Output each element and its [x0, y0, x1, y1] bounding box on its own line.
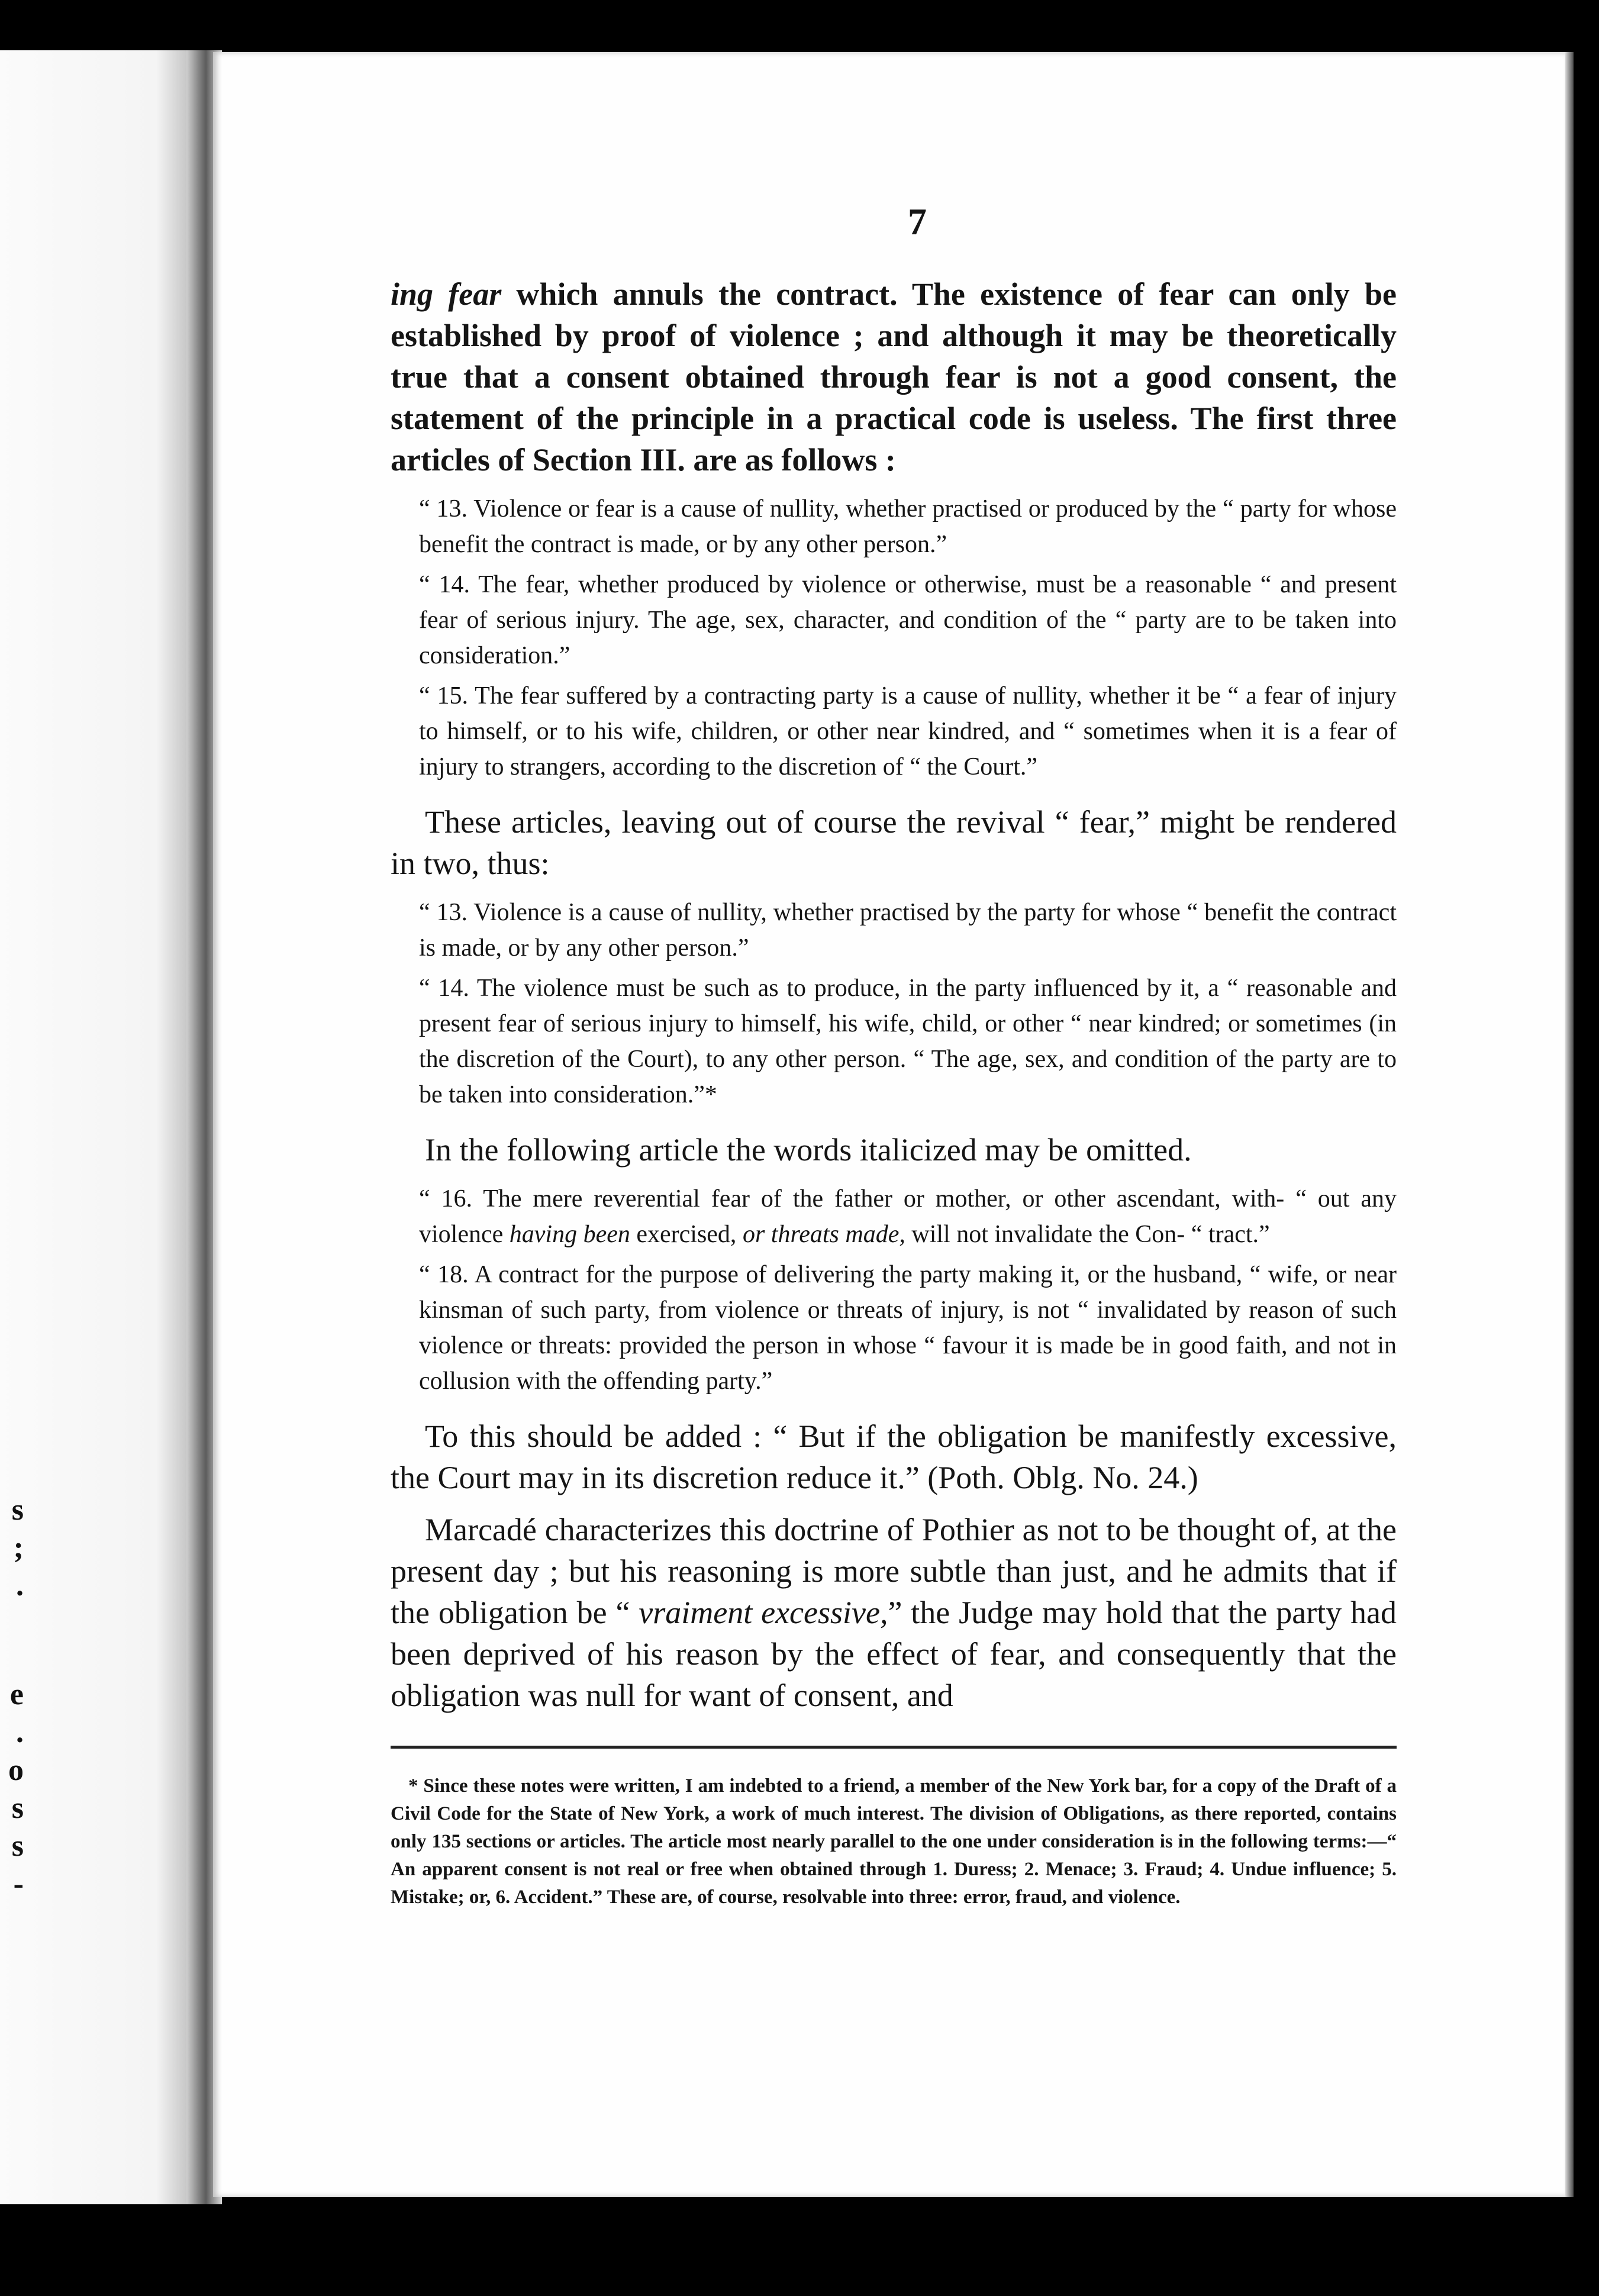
quoted-articles	[391, 1181, 1397, 1399]
page	[213, 52, 1565, 2197]
quoted-article: “ 13. Violence is a cause of nullity, whether practised by the party for whose “ benefit the contract is made, or by any other person.”	[419, 899, 1397, 962]
body-paragraph: These articles, leaving out of course the revival “ fear,” might be rendered in two, thus:	[391, 804, 1397, 881]
body-paragraph: To this should be added : “ But if the obligation be manifestly excessive, the Court may in its discretion reduce it.” (Poth. Oblg. No. 24.)	[391, 1418, 1397, 1495]
quoted-article: “ 14. The violence must be such as to produce, in the party influenced by it, a “ reasonable and present fear of serious injury to himself, his wife, child, or other “ near kindred; or sometimes (in the discretion of the Court), to any other person. “ The age, sex, and condition of the party are to be taken into consideration.”*	[419, 975, 1397, 1108]
footnote: * Since these notes were written, I am indebted to a friend, a member of the New York bar, for a copy of the Draft of a Civil Code for the State of New York, a work of much interest. The division of Obligations, as there reported, contains only 135 sections or articles. The article most nearly parallel to the one under consideration is in the following terms:—“ An apparent consent is not real or free when obtained through 1. Duress; 2. Menace; 3. Fraud; 4. Undue influence; 5. Mistake; or, 6. Accident.” These are, of course, resolvable into three: error, fraud, and violence.	[391, 1775, 1397, 1908]
footnote-divider	[391, 1746, 1397, 1749]
paragraph-text: which annuls the contract. The existence of fear can only be established by proof of violence ; and although it may be theoretically true that a consent obtained through fear is not a good consent, the statement of the principle in a practical code is useless. The first three articles of Section III. are as follows :	[391, 276, 1397, 478]
body-paragraph	[391, 1509, 1397, 1716]
italic-text: vraiment excessive,	[639, 1595, 888, 1630]
fragment: -	[13, 1867, 24, 1901]
quoted-article: “ 18. A contract for the purpose of delivering the party making it, or the husband, “ wife, or near kinsman of such party, from violence or threats of injury, is not “ invalidated by reason of such violence or threats: provided the person in whose “ favour it is made be in good faith, and not in collusion with the offending party.”	[419, 1261, 1397, 1395]
fragment: s	[11, 1829, 24, 1863]
previous-page-text-fragments	[0, 1491, 24, 1903]
italic-text: having been	[509, 1221, 630, 1248]
quote-text: exercised,	[630, 1221, 743, 1248]
quoted-article: “ 15. The fear suffered by a contracting party is a cause of nullity, whether it be “ a fear of injury to himself, or to his wife, children, or other near kindred, and “ sometimes when it is a fear of injury to strangers, according to the discretion of “ the Court.”	[419, 682, 1397, 781]
page-number: 7	[908, 201, 927, 243]
fragment: ;	[13, 1531, 24, 1565]
fragment: o	[8, 1753, 24, 1787]
fragment: .	[16, 1569, 24, 1602]
quote-text: “ 16. The mere reverential fear of the father or mother, or other ascendant, with- “ out any violence	[419, 1185, 1397, 1248]
paragraph-text: ” the Judge may hold that the party had been deprived of his reason by the effect of fear, and consequently that the obligation was null for want of consent, and	[391, 1595, 1397, 1713]
previous-page-edge	[0, 50, 195, 2204]
fragment: s	[11, 1493, 24, 1527]
paragraph-text: Marcadé characterizes this doctrine of Pothier as not to be thought of, at the present day ; but his reasoning is more subtle than just, and he admits that if the obligation be “	[391, 1512, 1397, 1630]
page-content	[391, 200, 1397, 1911]
fragment: s	[11, 1791, 24, 1825]
fragment: .	[16, 1715, 24, 1749]
body-paragraph: In the following article the words italicized may be omitted.	[425, 1132, 1192, 1168]
quoted-article	[391, 1181, 1397, 1252]
quoted-article: “ 13. Violence or fear is a cause of nullity, whether practised or produced by the “ party for whose benefit the contract is made, or by any other person.”	[419, 495, 1397, 558]
italic-lead: ing fear	[391, 276, 502, 312]
quoted-article: “ 14. The fear, whether produced by violence or otherwise, must be a reasonable “ and present fear of serious injury. The age, sex, character, and condition of the “ party are to be taken into consideration.”	[419, 571, 1397, 669]
quoted-articles	[391, 491, 1397, 785]
body-paragraph	[391, 273, 1397, 481]
quoted-articles	[391, 895, 1397, 1112]
italic-text: or threats made,	[742, 1221, 905, 1248]
page-edge-shadow	[1565, 52, 1574, 2197]
fragment: e	[9, 1678, 24, 1711]
quote-text: will not invalidate the Con- “ tract.”	[905, 1221, 1270, 1248]
